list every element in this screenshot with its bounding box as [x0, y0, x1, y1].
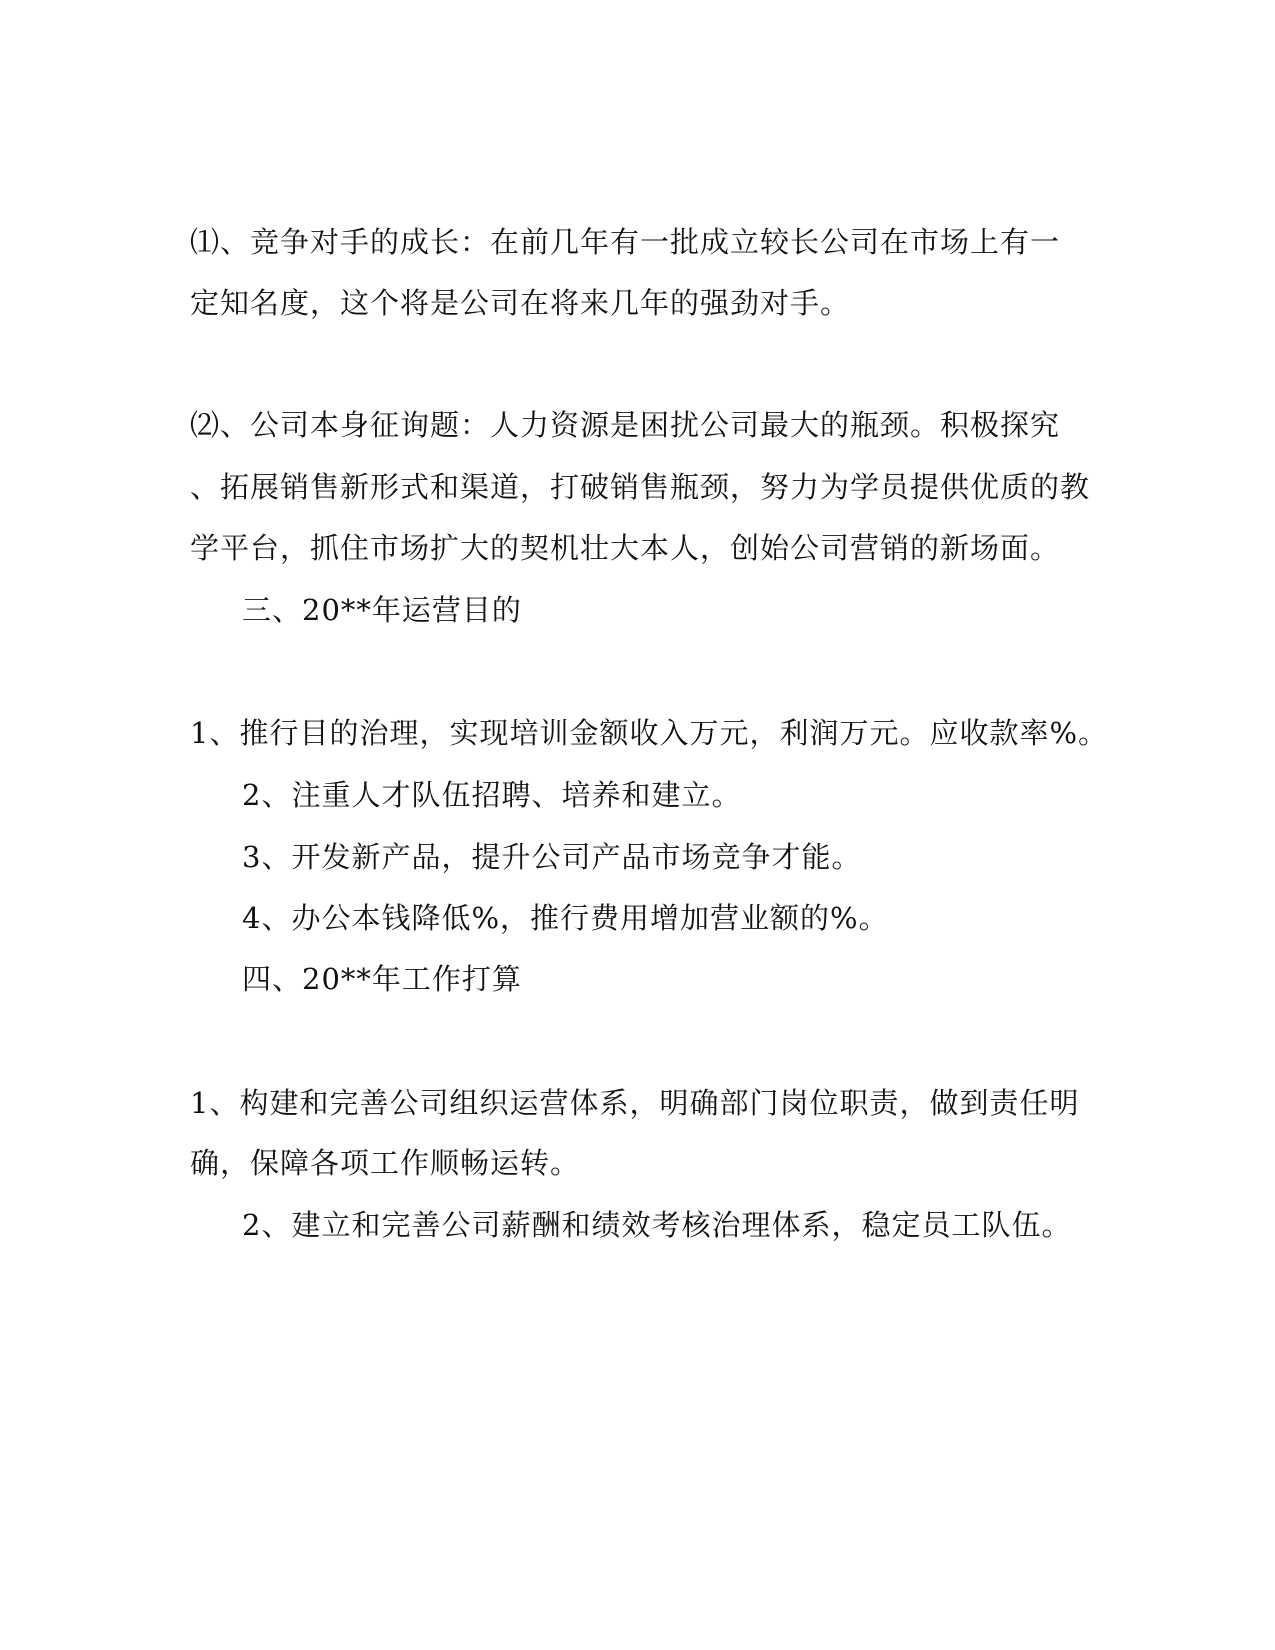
paragraph-2-line-2: 、拓展销售新形式和渠道，打破销售瓶颈，努力为学员提供优质的教: [190, 470, 1091, 504]
goal-item-4: 4、办公本钱降低%，推行费用增加营业额的%。: [242, 901, 889, 935]
section-heading-4: 四、20**年工作打算: [242, 962, 522, 996]
plan-item-1-line-2: 确，保障各项工作顺畅运转。: [190, 1146, 581, 1180]
plan-item-2: 2、建立和完善公司薪酬和绩效考核治理体系，稳定员工队伍。: [242, 1208, 1072, 1242]
section-heading-3: 三、20**年运营目的: [242, 593, 522, 627]
paragraph-2-line-1: ⑵、公司本身征询题：人力资源是困扰公司最大的瓶颈。积极探究: [190, 408, 1061, 442]
goal-item-2: 2、注重人才队伍招聘、培养和建立。: [242, 778, 742, 812]
paragraph-1-line-2: 定知名度，这个将是公司在将来几年的强劲对手。: [190, 286, 851, 320]
plan-item-1-line-1: 1、构建和完善公司组织运营体系，明确部门岗位职责，做到责任明: [190, 1086, 1080, 1120]
goal-item-3: 3、开发新产品，提升公司产品市场竞争才能。: [242, 840, 862, 874]
paragraph-1-line-1: ⑴、竞争对手的成长：在前几年有一批成立较长公司在市场上有一: [190, 225, 1061, 259]
paragraph-2-line-3: 学平台，抓住市场扩大的契机壮大本人，创始公司营销的新场面。: [190, 531, 1061, 565]
goal-item-1: 1、推行目的治理，实现培训金额收入万元，利润万元。应收款率%。: [190, 716, 1109, 750]
